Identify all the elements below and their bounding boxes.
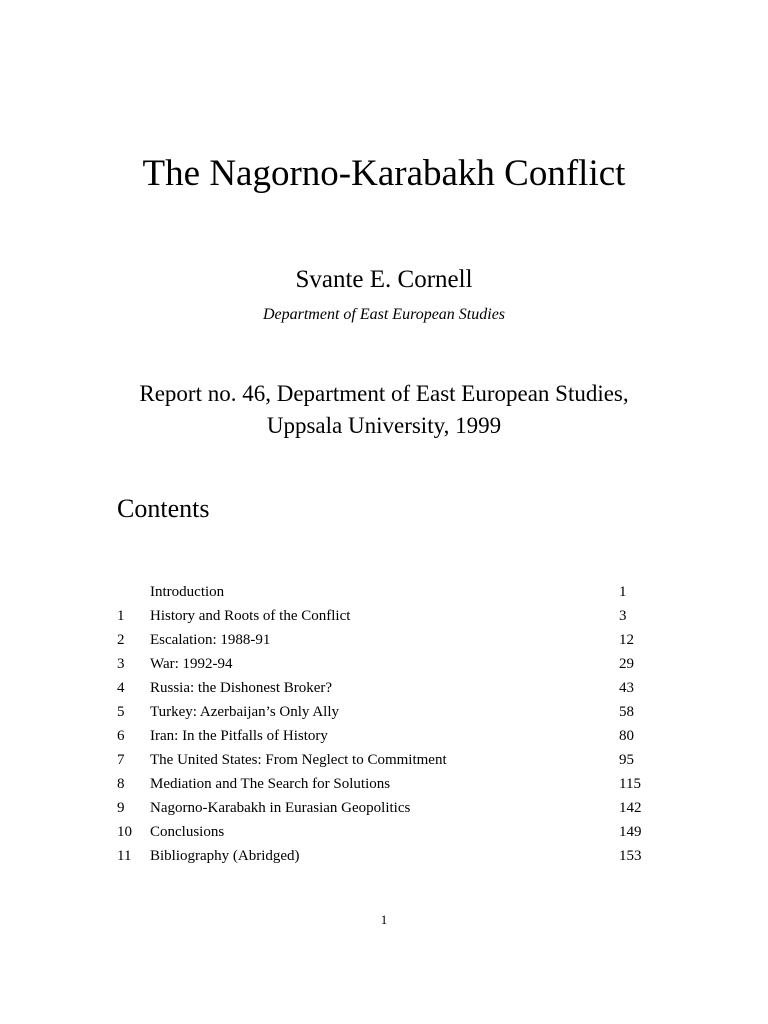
toc-entry-page: 12 [619,632,634,648]
report-info [0,378,768,442]
toc-entry-title: War: 1992-94 [150,656,233,672]
toc-entry [117,580,677,604]
toc-entry-number: 3 [117,656,125,672]
toc-entry [117,820,677,844]
toc-entry-title: History and Roots of the Conflict [150,608,351,624]
page-number: 1 [380,912,388,927]
author-department: Department of East European Studies [262,306,506,323]
toc-entry [117,724,677,748]
toc-entry-page: 1 [619,584,627,600]
toc-entry-number: 8 [117,776,125,792]
toc-entry-number: 11 [117,848,132,864]
toc-entry-page: 80 [619,728,634,744]
toc-entry [117,652,677,676]
toc-entry-number: 6 [117,728,125,744]
toc-entry-title: Mediation and The Search for Solutions [150,776,391,792]
toc-entry-number: 1 [117,608,125,624]
toc-entry-title: Escalation: 1988-91 [150,632,271,648]
toc-entry [117,844,677,868]
report-line-2: Uppsala University, 1999 [266,413,502,438]
toc-entry-page: 43 [619,680,634,696]
toc-entry-title: Iran: In the Pitfalls of History [150,728,328,744]
toc-entry [117,748,677,772]
toc-entry-number: 4 [117,680,125,696]
toc-entry-number: 5 [117,704,125,720]
toc-entry [117,796,677,820]
toc-entry-page: 149 [619,824,642,840]
report-line-1: Report no. 46, Department of East European Studies, [139,381,629,406]
toc-entry [117,676,677,700]
toc-entry-page: 95 [619,752,634,768]
table-of-contents [117,580,677,868]
toc-entry-title: Conclusions [150,824,225,840]
toc-entry-page: 115 [619,776,641,792]
toc-entry-title: Nagorno-Karabakh in Eurasian Geopolitics [150,800,411,816]
author-name: Svante E. Cornell [295,266,473,293]
toc-entry-page: 142 [619,800,642,816]
toc-entry [117,604,677,628]
toc-entry-title: Introduction [150,584,225,600]
toc-entry-number: 9 [117,800,125,816]
toc-entry-title: Bibliography (Abridged) [150,848,300,864]
toc-entry-page: 3 [619,608,627,624]
toc-entry-page: 58 [619,704,634,720]
toc-entry-page: 153 [619,848,642,864]
contents-heading: Contents [117,494,210,523]
toc-entry-number: 10 [117,824,132,840]
toc-entry-page: 29 [619,656,634,672]
toc-entry [117,628,677,652]
toc-entry [117,772,677,796]
toc-entry-title: Turkey: Azerbaijan’s Only Ally [150,704,340,720]
toc-entry-number: 2 [117,632,125,648]
toc-entry [117,700,677,724]
document-title: The Nagorno-Karabakh Conflict [142,153,626,194]
toc-entry-title: The United States: From Neglect to Commitment [150,752,447,768]
toc-entry-title: Russia: the Dishonest Broker? [150,680,333,696]
toc-entry-number: 7 [117,752,125,768]
